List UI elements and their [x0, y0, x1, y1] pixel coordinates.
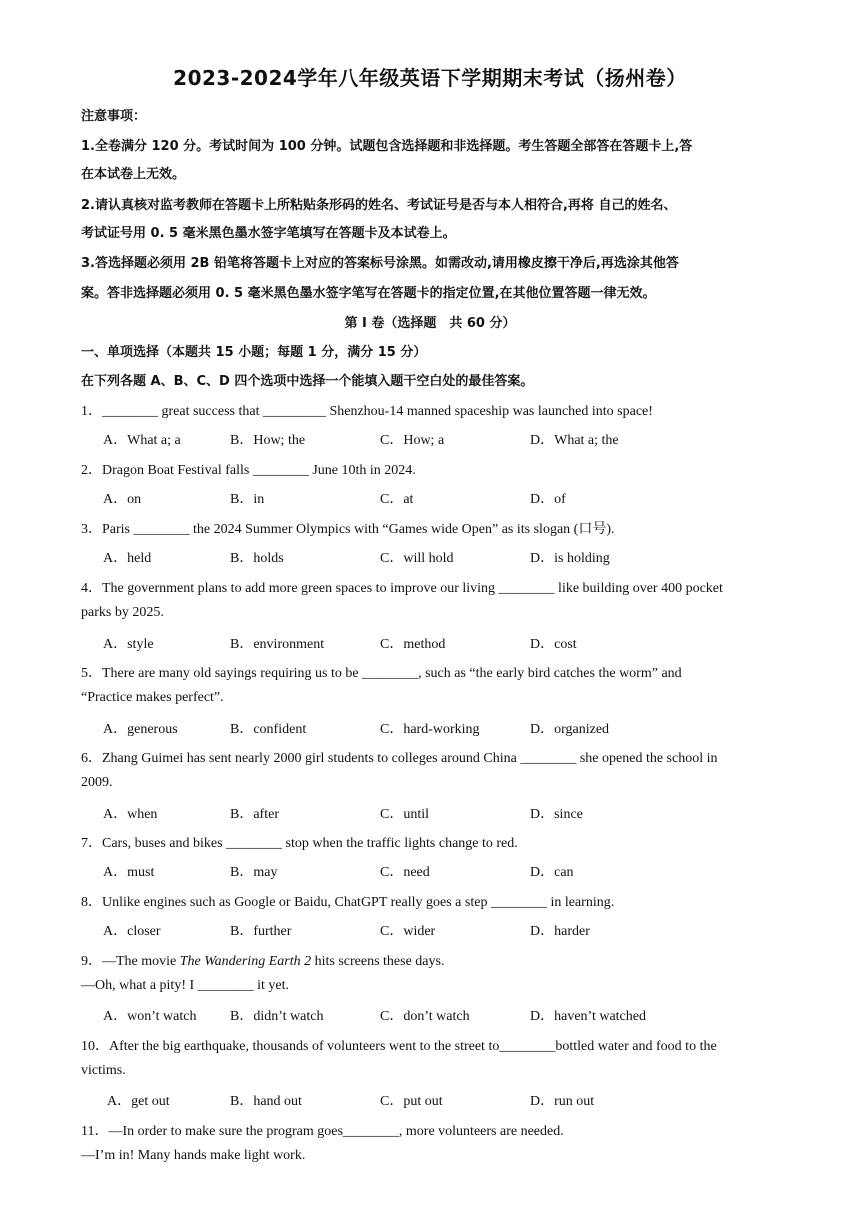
question-4-stem-line2: parks by 2025. — [81, 605, 164, 620]
option-d: D．What a; the — [530, 433, 619, 448]
notice-p3-line1: 3.答选择题必须用 2B 铅笔将答题卡上对应的答案标号涂黑。如需改动,请用橡皮擦干净后,再选涂其他答 — [81, 256, 679, 271]
option-b: B．hand out — [230, 1094, 302, 1109]
option-a: A．must — [103, 865, 155, 880]
question-3-stem: 3．Paris ________ the 2024 Summer Olympics with “Games wide Open” as its slogan (口号). — [81, 522, 615, 537]
question-11-stem-line1: 11．—In order to make sure the program goes________, more volunteers are needed. — [81, 1124, 564, 1139]
option-b: B．may — [230, 865, 278, 880]
option-c: C．don’t watch — [380, 1009, 470, 1024]
option-d: D．cost — [530, 637, 577, 652]
question-10-stem-line2: victims. — [81, 1063, 126, 1078]
notice-p2-line2: 考试证号用 0. 5 毫米黑色墨水签字笔填写在答题卡及本试卷上。 — [81, 226, 456, 241]
option-c: C．at — [380, 492, 414, 507]
option-d: D．since — [530, 807, 583, 822]
section-heading: 一、单项选择（本题共 15 小题；每题 1 分，满分 15 分） — [81, 345, 427, 360]
option-d: D．of — [530, 492, 566, 507]
option-b: B．confident — [230, 722, 307, 737]
question-2-stem: 2．Dragon Boat Festival falls ________ June 10th in 2024. — [81, 463, 416, 478]
option-b: B．after — [230, 807, 279, 822]
stem-suffix: hits screens these days. — [311, 954, 445, 969]
question-5-stem-line1: 5．There are many old sayings requiring us to be ________, such as “the early bird catches the worm” and — [81, 666, 682, 681]
option-b: B．further — [230, 924, 292, 939]
question-1-stem: 1．________ great success that _________ Shenzhou-14 manned spaceship was launched into space! — [81, 404, 653, 419]
notice-p2-line1: 2.请认真核对监考教师在答题卡上所粘贴条形码的姓名、考试证号是否与本人相符合,再将 自己的姓名、 — [81, 198, 677, 213]
question-5-stem-line2: “Practice makes perfect”. — [81, 690, 224, 705]
option-c: C．hard-working — [380, 722, 480, 737]
option-a: A．What a; a — [103, 433, 181, 448]
option-a: A．held — [103, 551, 152, 566]
movie-title: The Wandering Earth 2 — [179, 954, 312, 969]
question-8-stem: 8．Unlike engines such as Google or Baidu, ChatGPT really goes a step ________ in learning. — [81, 895, 615, 910]
question-9-stem-line2: —Oh, what a pity! I ________ it yet. — [81, 978, 290, 993]
option-d: D．organized — [530, 722, 610, 737]
option-b: B．How; the — [230, 433, 306, 448]
option-c: C．need — [380, 865, 430, 880]
page-title: 2023-2024学年八年级英语下学期期末考试（扬州卷） — [173, 66, 687, 90]
option-a: A．style — [103, 637, 154, 652]
option-a: A．generous — [103, 722, 178, 737]
option-c: C．How; a — [380, 433, 445, 448]
question-6-stem-line1: 6．Zhang Guimei has sent nearly 2000 girl students to colleges around China ________ she opened the school in — [81, 751, 718, 766]
option-c: C．until — [380, 807, 430, 822]
option-d: D．can — [530, 865, 574, 880]
stem-prefix: 9．—The movie — [81, 954, 180, 969]
option-c: C．method — [380, 637, 446, 652]
option-b: B．didn’t watch — [230, 1009, 324, 1024]
part-title: 第 I 卷（选择题 共 60 分） — [344, 316, 516, 331]
option-d: D．harder — [530, 924, 590, 939]
option-a: A．closer — [103, 924, 161, 939]
option-b: B．environment — [230, 637, 325, 652]
option-a: A．on — [103, 492, 142, 507]
option-c: C．will hold — [380, 551, 454, 566]
option-b: B．holds — [230, 551, 284, 566]
question-10-stem-line1: 10．After the big earthquake, thousands of volunteers went to the street to________bottled water and food to the — [81, 1039, 717, 1054]
question-4-stem-line1: 4．The government plans to add more green spaces to improve our living ________ like building over 400 pocket — [81, 581, 723, 596]
notice-p3-line2: 案。答非选择题必须用 0. 5 毫米黑色墨水签字笔写在答题卡的指定位置,在其他位置答题一律无效。 — [81, 286, 656, 301]
option-d: D．is holding — [530, 551, 610, 566]
question-9-stem-line1 — [81, 950, 781, 970]
option-a: A．when — [103, 807, 158, 822]
question-6-stem-line2: 2009. — [81, 775, 113, 790]
section-instruction: 在下列各题 A、B、C、D 四个选项中选择一个能填入题干空白处的最佳答案。 — [81, 374, 534, 389]
option-c: C．put out — [380, 1094, 443, 1109]
option-a: A．won’t watch — [103, 1009, 197, 1024]
option-d: D．run out — [530, 1094, 595, 1109]
notice-heading: 注意事项： — [81, 109, 147, 124]
question-7-stem: 7．Cars, buses and bikes ________ stop when the traffic lights change to red. — [81, 836, 518, 851]
notice-p1-line1: 1.全卷满分 120 分。考试时间为 100 分钟。试题包含选择题和非选择题。考生答题全部答在答题卡上,答 — [81, 139, 693, 154]
option-a: A．get out — [107, 1094, 170, 1109]
option-d: D．haven’t watched — [530, 1009, 646, 1024]
question-11-stem-line2: —I’m in! Many hands make light work. — [81, 1148, 306, 1163]
option-c: C．wider — [380, 924, 436, 939]
notice-p1-line2: 在本试卷上无效。 — [81, 167, 186, 182]
option-b: B．in — [230, 492, 265, 507]
